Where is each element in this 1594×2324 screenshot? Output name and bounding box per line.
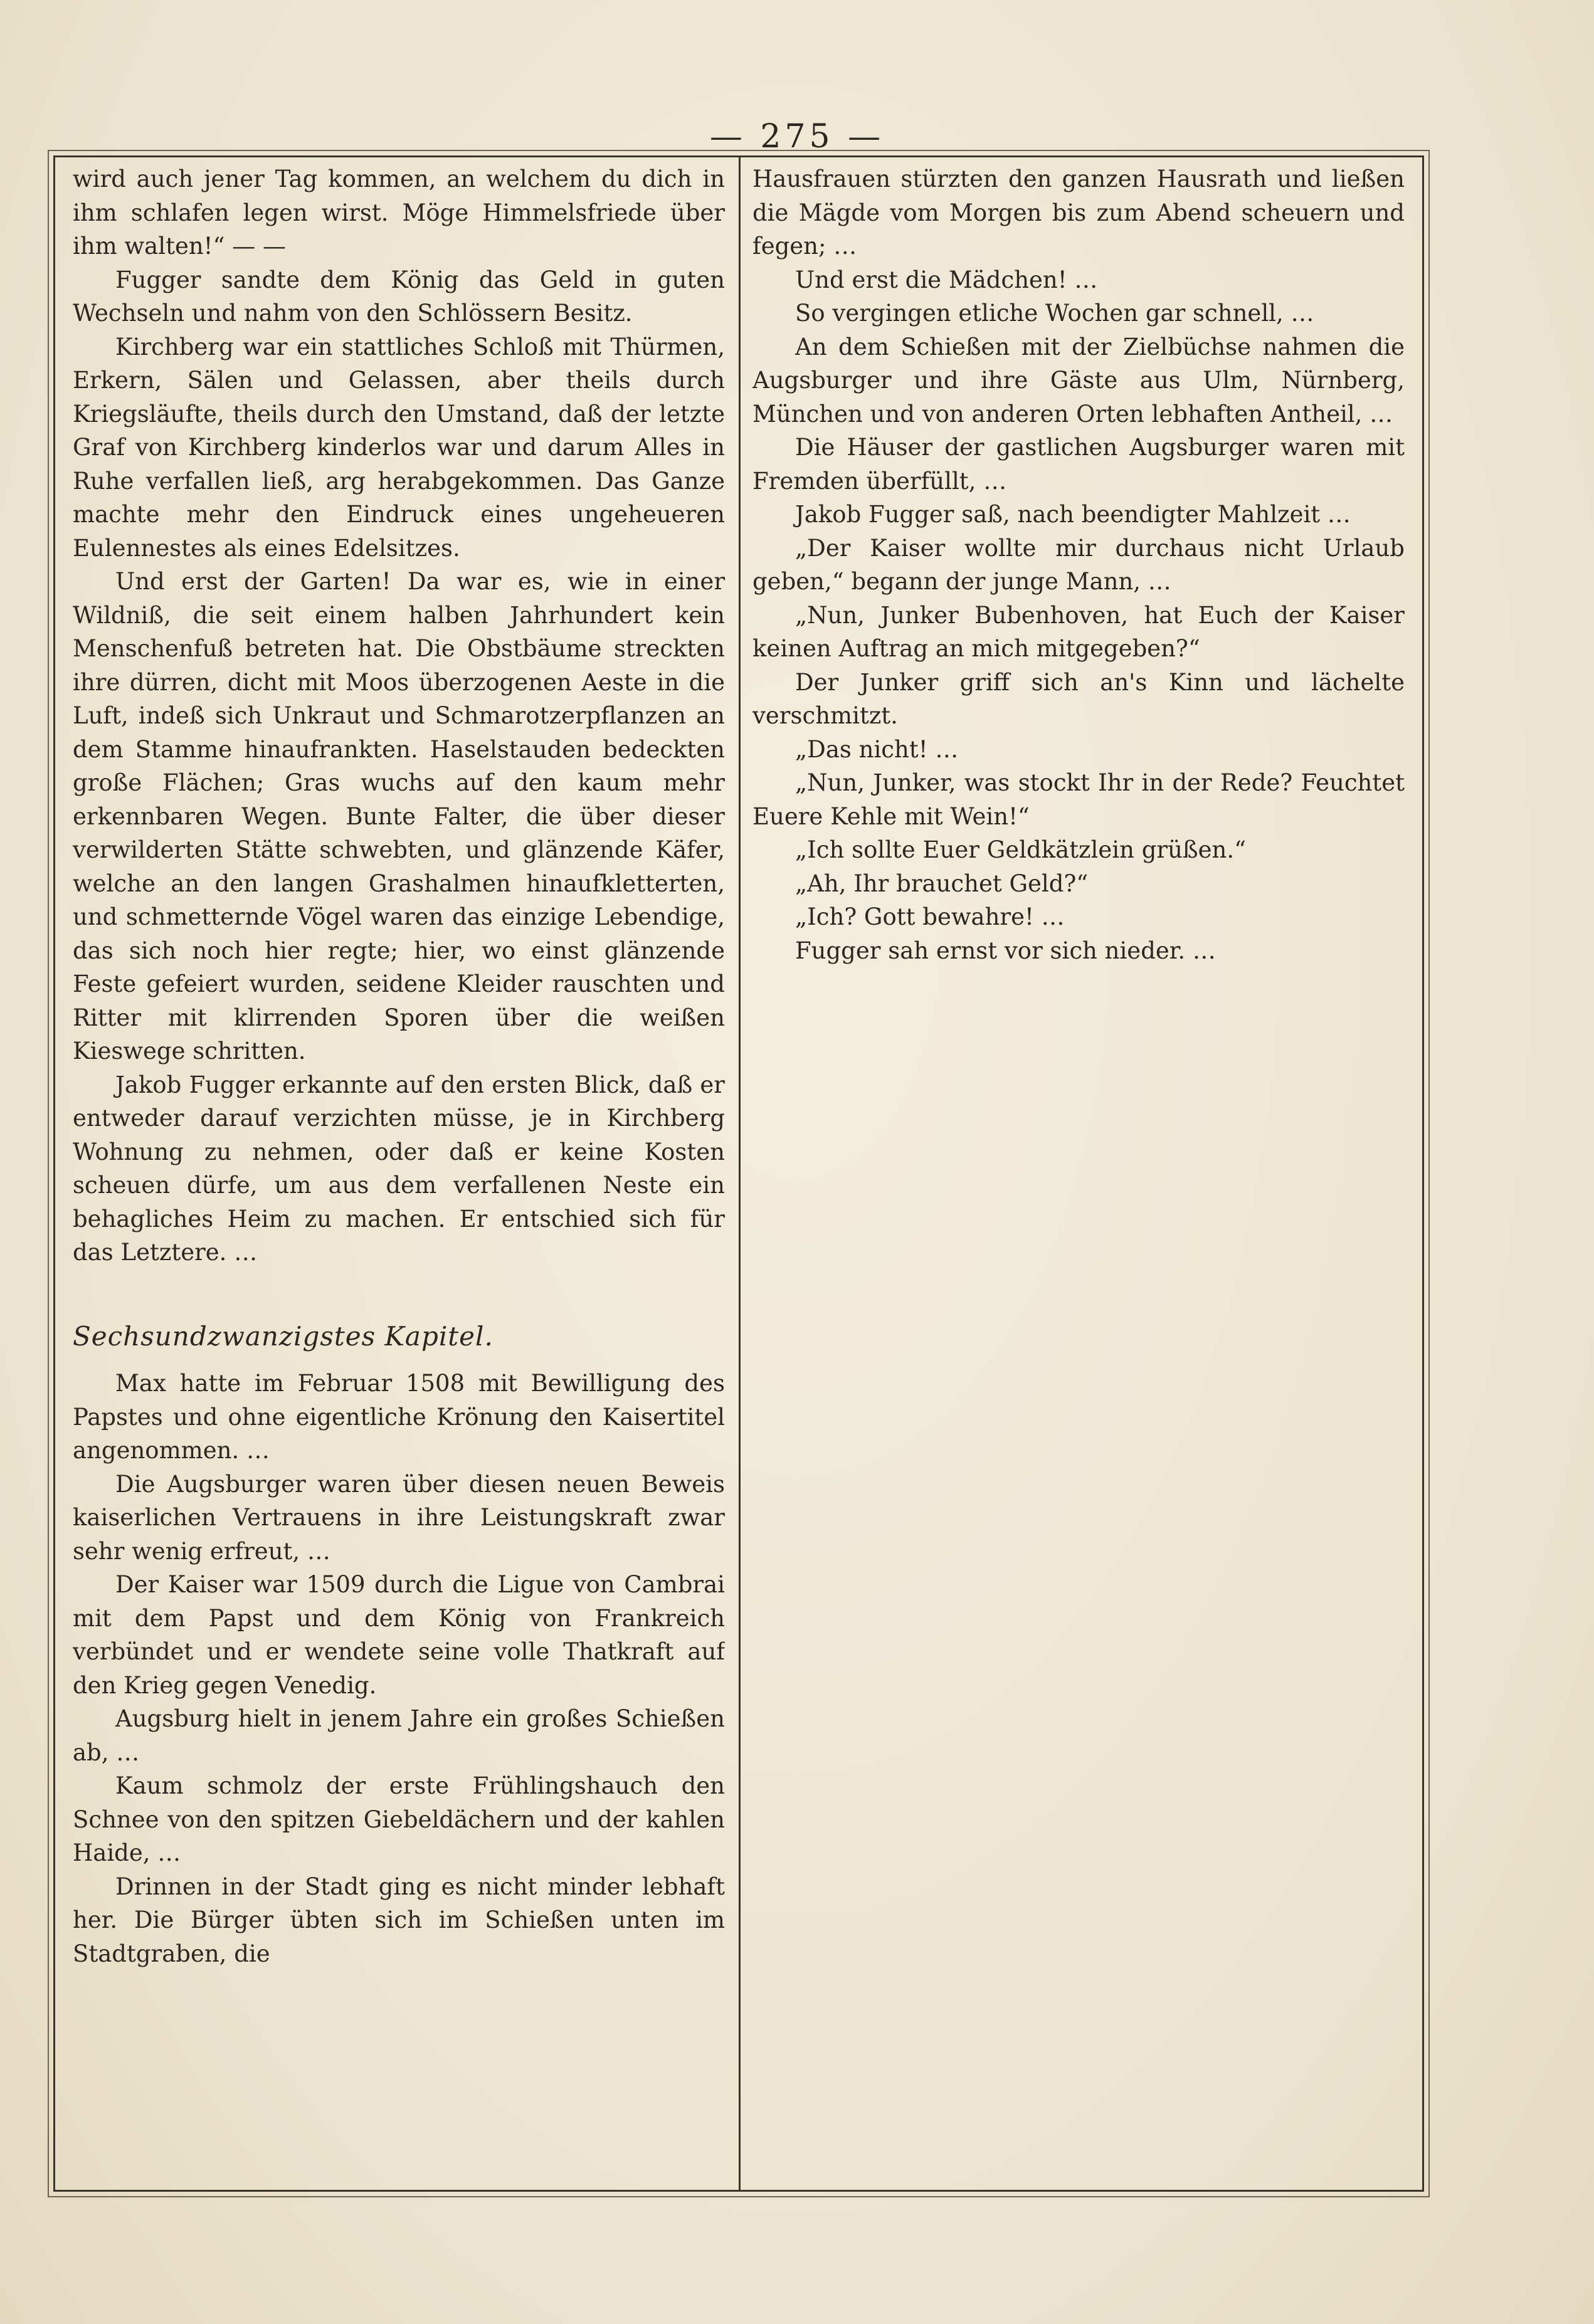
paragraph: wird auch jener Tag kommen, an welchem du dich in ihm schlafen legen wirst. Möge Himmelsfriede über ihm walten!“ — — [73,166,725,260]
paragraph: Drinnen in der Stadt ging es nicht minder lebhaft her. Die Bürger übten sich im Schießen unten im Stadtgraben, die [73,1873,725,1967]
paragraph: Und erst der Garten! Da war es, wie in einer Wildniß, die seit einem halben Jahrhundert kein Menschenfuß betreten hat. Die Obstbäume streckten ihre dürren, dicht mit Moos überzogenen Aeste in die Luft, indeß sich Unkraut und Schmarotzerpflanzen an dem Stamme hinaufrankten. Haselstauden bedeckten große Flächen; Gras wuchs auf den kaum mehr erkennbaren Wegen. Bunte Falter, die über dieser verwilderten Stätte schwebten, und glänzende Käfer, welche an den langen Grashalmen hinaufkletterten, und schmetternde Vögel waren das einzige Lebendige, das sich noch hier regte; hier, wo einst glänzende Feste gefeiert wurden, seidene Kleider rauschten und Ritter mit klirrenden Sporen über die weißen Kieswege schritten. [73,568,725,1065]
paragraph: „Der Kaiser wollte mir durchaus nicht Urlaub geben,“ begann der junge Mann, … [752,534,1405,595]
paragraph: Die Augsburger waren über diesen neuen Beweis kaiserlichen Vertrauens in ihre Leistungskraft zwar sehr wenig erfreut, … [73,1470,725,1565]
paragraph: „Nun, Junker Bubenhoven, hat Euch der Kaiser keinen Auftrag an mich mitgegeben?“ [752,601,1405,662]
paragraph: „Nun, Junker, was stockt Ihr in der Rede? Feuchtet Euere Kehle mit Wein!“ [752,769,1405,830]
paragraph: Kaum schmolz der erste Frühlingshauch den Schnee von den spitzen Giebeldächern und der kahlen Haide, … [73,1772,725,1866]
left-column [73,162,725,2181]
chapter-heading: Sechsundzwanzigstes Kapitel. [73,1320,494,1352]
paragraph: Jakob Fugger erkannte auf den ersten Blick, daß er entweder darauf verzichten müsse, je in Kirchberg Wohnung zu nehmen, oder daß er keine Kosten scheuen dürfe, um aus dem verfallenen Neste ein behagliches Heim zu machen. Er entschied sich für das Letztere. … [73,1071,725,1266]
paragraph: Max hatte im Februar 1508 mit Bewilligung des Papstes und ohne eigentliche Krönung den Kaisertitel angenommen. … [73,1370,725,1464]
paragraph: Kirchberg war ein stattliches Schloß mit Thürmen, Erkern, Sälen und Gelassen, aber theils durch Kriegsläufte, theils durch den Umstand, daß der letzte Graf von Kirchberg kinderlos war und darum Alles in Ruhe verfallen ließ, arg herabgekommen. Das Ganze machte mehr den Eindruck eines ungeheueren Eulennestes als eines Edelsitzes. [73,333,725,562]
page-number: — 275 — [709,118,885,155]
right-column [752,162,1405,2181]
paragraph: Jakob Fugger saß, nach beendigter Mahlzeit … [795,501,1351,528]
text-frame [53,155,1424,2192]
paragraph: Fugger sah ernst vor sich nieder. … [795,937,1216,964]
column-divider [739,157,741,2190]
paragraph: Der Junker griff sich an's Kinn und lächelte verschmitzt. [752,668,1405,729]
paragraph: An dem Schießen mit der Zielbüchse nahmen die Augsburger und ihre Gäste aus Ulm, Nürnberg, München und von anderen Orten lebhaften Antheil, … [752,333,1405,428]
paragraph: Die Häuser der gastlichen Augsburger waren mit Fremden überfüllt, … [752,434,1405,495]
paragraph: „Ich? Gott bewahre! … [795,903,1065,930]
paragraph: „Ich sollte Euer Geldkätzlein grüßen.“ [795,836,1247,863]
paragraph: Augsburg hielt in jenem Jahre ein großes Schießen ab, … [73,1705,725,1766]
paragraph: „Ah, Ihr brauchet Geld?“ [795,870,1089,897]
paragraph: „Das nicht! … [795,735,959,763]
paragraph: Und erst die Mädchen! … [795,266,1098,293]
paragraph: Der Kaiser war 1509 durch die Ligue von Cambrai mit dem Papst und dem König von Frankreich verbündet und er wendete seine volle Thatkraft auf den Krieg gegen Venedig. [73,1571,725,1699]
paragraph: Fugger sandte dem König das Geld in guten Wechseln und nahm von den Schlössern Besitz. [73,266,725,327]
paragraph: Hausfrauen stürzten den ganzen Hausrath und ließen die Mägde vom Morgen bis zum Abend scheuern und fegen; … [752,166,1405,260]
paragraph: So vergingen etliche Wochen gar schnell, … [795,300,1314,327]
